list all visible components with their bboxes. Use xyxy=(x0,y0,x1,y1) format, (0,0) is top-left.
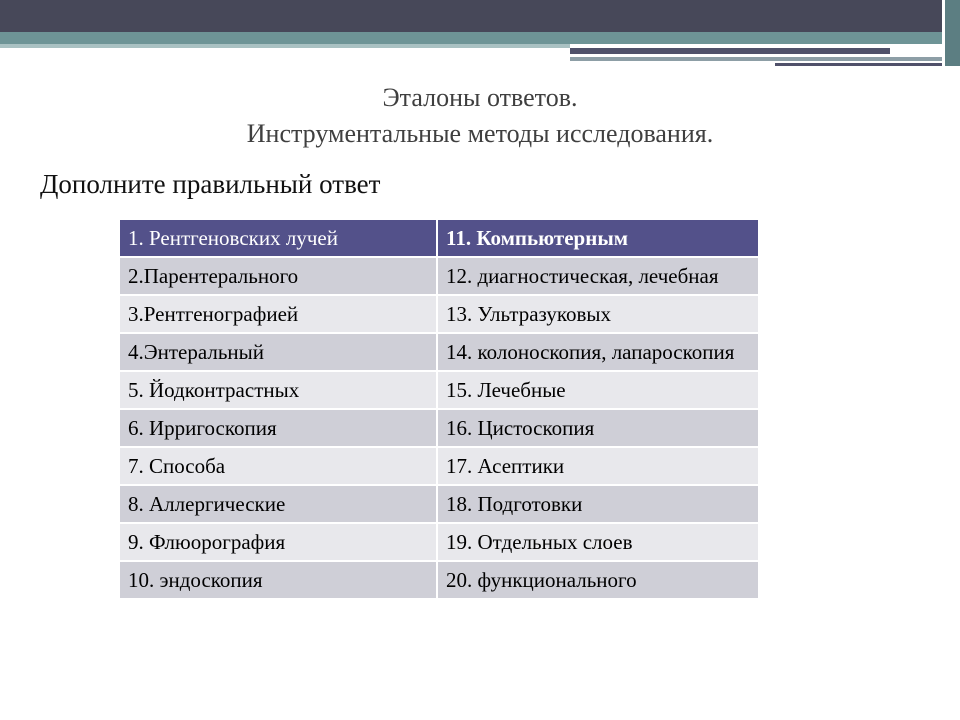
table-cell: 16. Цистоскопия xyxy=(437,409,759,447)
slide-title xyxy=(0,80,960,152)
table-cell: 8. Аллергические xyxy=(119,485,437,523)
table-cell: 10. эндоскопия xyxy=(119,561,437,599)
header-accent-line xyxy=(570,48,890,54)
table-cell: 19. Отдельных слоев xyxy=(437,523,759,561)
table-row xyxy=(119,257,759,295)
table-cell: 13. Ультразуковых xyxy=(437,295,759,333)
table-row xyxy=(119,295,759,333)
table-row xyxy=(119,333,759,371)
table-row xyxy=(119,409,759,447)
header-dark-bar xyxy=(0,0,960,32)
table-cell: 5. Йодконтрастных xyxy=(119,371,437,409)
table-cell: 9. Флюорография xyxy=(119,523,437,561)
header-teal-bar xyxy=(0,32,960,44)
header-right-edge xyxy=(945,0,960,66)
slide-title-line1: Эталоны ответов. xyxy=(382,83,578,112)
table-cell: 14. колоноскопия, лапароскопия xyxy=(437,333,759,371)
table-cell: 4.Энтеральный xyxy=(119,333,437,371)
table-cell: 2.Парентерального xyxy=(119,257,437,295)
header-accent-line xyxy=(775,63,942,66)
table-cell: 7. Способа xyxy=(119,447,437,485)
table-cell: 12. диагностическая, лечебная xyxy=(437,257,759,295)
table-cell: 1. Рентгеновских лучей xyxy=(119,219,437,257)
table-row xyxy=(119,523,759,561)
table-cell: 11. Компьютерным xyxy=(437,219,759,257)
table-header-row xyxy=(119,219,759,257)
table-cell: 15. Лечебные xyxy=(437,371,759,409)
table-cell: 18. Подготовки xyxy=(437,485,759,523)
answers-table xyxy=(118,218,760,600)
table-row xyxy=(119,485,759,523)
table-cell: 6. Ирригоскопия xyxy=(119,409,437,447)
header-accent-line xyxy=(570,57,942,61)
table-cell: 17. Асептики xyxy=(437,447,759,485)
table-row xyxy=(119,371,759,409)
slide-subtitle: Дополните правильный ответ xyxy=(40,169,381,199)
slide-title-line2: Инструментальные методы исследования. xyxy=(246,119,714,148)
table-row xyxy=(119,447,759,485)
table-cell: 20. функционального xyxy=(437,561,759,599)
header-teal-light-bar xyxy=(0,44,570,48)
table-cell: 3.Рентгенографией xyxy=(119,295,437,333)
table-row xyxy=(119,561,759,599)
